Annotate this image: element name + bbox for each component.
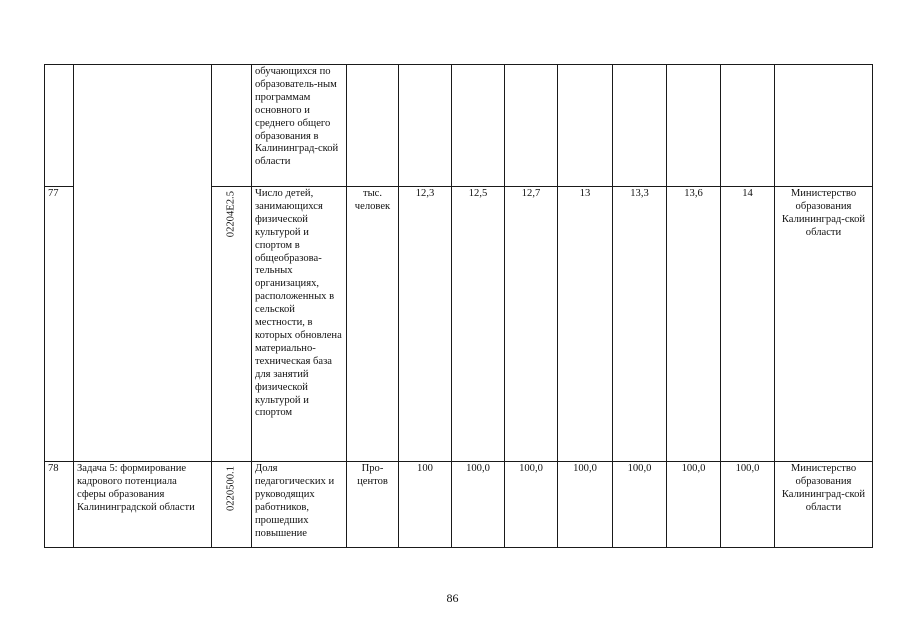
unit-cell: Про-центов [347,462,399,548]
value-cell: 100,0 [667,462,721,548]
value-cell [399,65,452,187]
indicator-code: 0220500.1 [212,462,252,548]
page-number: 86 [446,591,459,605]
value-cell [667,65,721,187]
row-number: 78 [45,462,74,548]
value-cell: 13,3 [613,187,667,462]
value-cell: 13,6 [667,187,721,462]
value-cell: 100 [399,462,452,548]
indicator-name: Доля педагогических и руководящих работников, прошедших повышение [252,462,347,548]
indicator-code: 02204E2.5 [212,187,252,462]
value-cell [613,65,667,187]
value-cell: 13 [558,187,613,462]
row-number [45,65,74,187]
responsible-cell: Министерство образования Калининград-ской области [775,187,873,462]
value-cell: 12,7 [505,187,558,462]
value-cell: 100,0 [721,462,775,548]
row-number: 77 [45,187,74,462]
table-row [45,462,873,548]
value-cell: 100,0 [613,462,667,548]
value-cell: 100,0 [558,462,613,548]
value-cell [558,65,613,187]
value-cell: 14 [721,187,775,462]
unit-cell [347,65,399,187]
responsible-cell: Министерство образования Калининград-ской области [775,462,873,548]
task-cell: Задача 5: формирование кадрового потенциала сферы образования Калининградской области [74,462,212,548]
indicator-table [44,64,873,548]
indicator-code [212,65,252,187]
value-cell: 12,5 [452,187,505,462]
value-cell [452,65,505,187]
indicator-name: обучающихся по образователь-ным программам основного и среднего общего образования в Калининград-ской области [252,65,347,187]
unit-cell: тыс. человек [347,187,399,462]
value-cell: 100,0 [505,462,558,548]
value-cell [505,65,558,187]
indicator-name: Число детей, занимающихся физической культурой и спортом в общеобразова-тельных организациях, расположенных в сельской местности, в которых обновлена материально-техническая база для занятий физической культурой и спортом [252,187,347,462]
table-row [45,65,873,187]
value-cell [721,65,775,187]
value-cell: 12,3 [399,187,452,462]
value-cell: 100,0 [452,462,505,548]
task-cell [74,65,212,462]
responsible-cell [775,65,873,187]
